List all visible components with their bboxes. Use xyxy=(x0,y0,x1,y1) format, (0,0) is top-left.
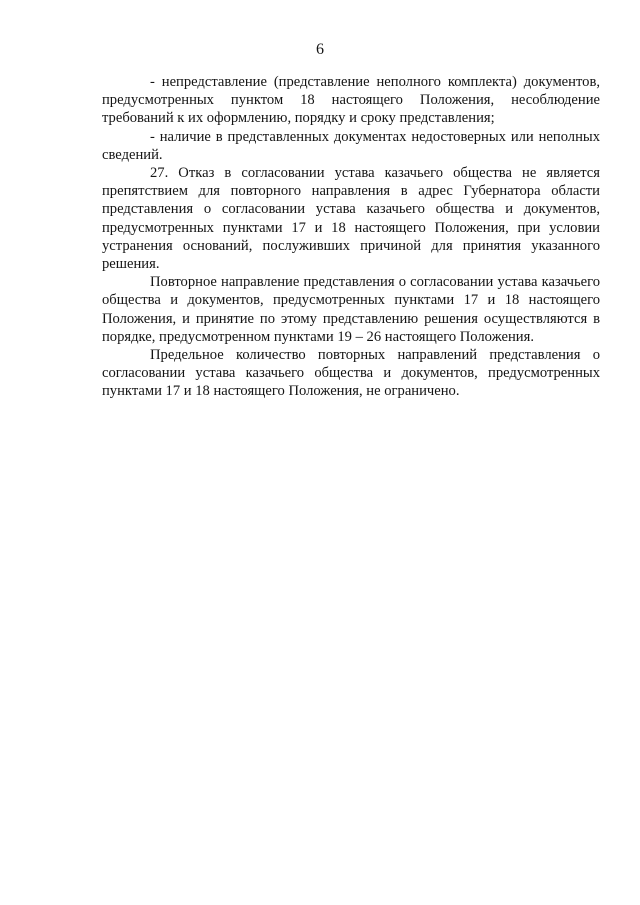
document-body xyxy=(102,73,600,401)
paragraph-unreliable-info: - наличие в представленных документах недостоверных или неполных сведений. xyxy=(102,128,600,163)
page-number: 6 xyxy=(316,41,324,58)
paragraph-27-refusal: 27. Отказ в согласовании устава казачьего общества не является препятствием для повторного направления в адрес Губернатора области представления о согласовании устава казачьего общества и документов, предусмотренных пунктами 17 и 18 настоящего Положения, при условии устранения оснований, послуживших причиной для принятия указанного решения. xyxy=(102,165,600,273)
paragraph-missing-documents: - непредставление (представление неполного комплекта) документов, предусмотренных пунктом 18 настоящего Положения, несоблюдение требований к их оформлению, порядку и сроку представления; xyxy=(102,74,600,127)
paragraph-resubmission-procedure: Повторное направление представления о согласовании устава казачьего общества и документов, предусмотренных пунктами 17 и 18 настоящего Положения, и принятие по этому представлению решения осуществляются в порядке, предусмотренном пунктами 19 – 26 настоящего Положения. xyxy=(102,274,600,345)
paragraph-resubmission-limit: Предельное количество повторных направлений представления о согласовании устава казачьего общества и документов, предусмотренных пунктами 17 и 18 настоящего Положения, не ограничено. xyxy=(102,347,600,400)
